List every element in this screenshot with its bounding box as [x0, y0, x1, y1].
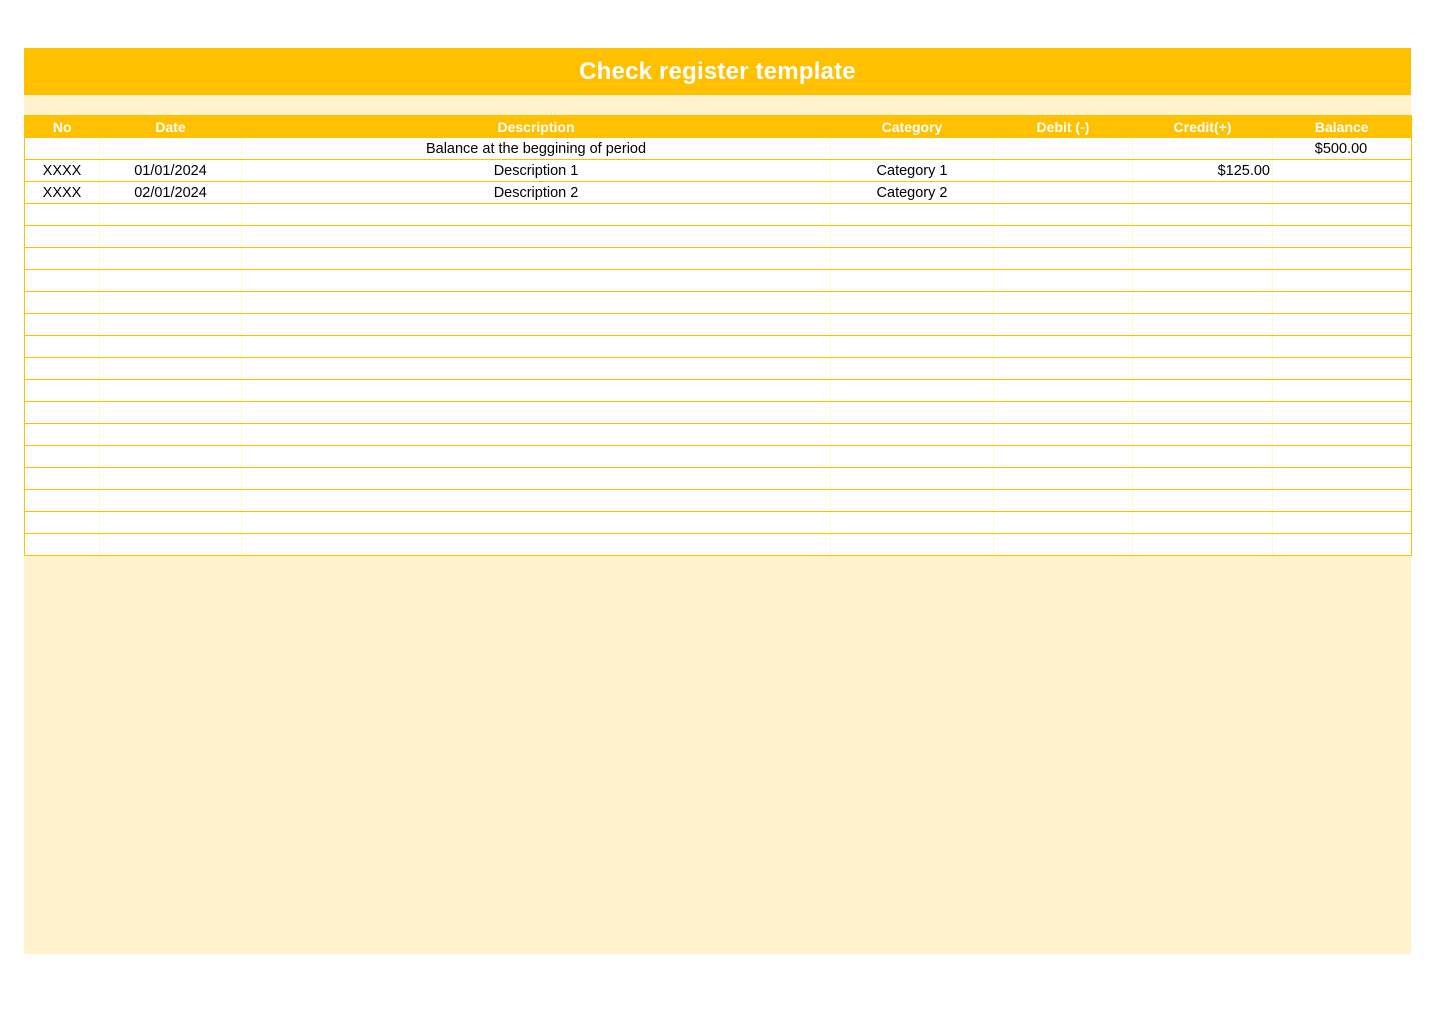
cell-no[interactable]: [25, 380, 100, 402]
cell-description[interactable]: Balance at the beggining of period: [242, 138, 831, 160]
check-register-table: [24, 115, 1412, 556]
cell-no[interactable]: [25, 446, 100, 468]
table-row: [25, 402, 1412, 424]
cell-no[interactable]: [25, 402, 100, 424]
cell-no[interactable]: [25, 358, 100, 380]
table-row: [25, 336, 1412, 358]
cell-balance[interactable]: [1273, 270, 1412, 292]
header-row: [25, 116, 1412, 139]
page-title: Check register template: [579, 57, 856, 85]
cell-credit[interactable]: [1133, 534, 1273, 556]
cell-no[interactable]: [25, 270, 100, 292]
cell-balance[interactable]: [1273, 314, 1412, 336]
cell-balance[interactable]: [1273, 402, 1412, 424]
column-header-credit: Credit(+): [1133, 116, 1273, 139]
cell-balance[interactable]: [1273, 160, 1412, 182]
cell-description[interactable]: [242, 512, 831, 534]
table-row: [25, 204, 1412, 226]
table-row: [25, 446, 1412, 468]
cell-description[interactable]: Description 1: [242, 160, 831, 182]
cell-credit[interactable]: [1133, 336, 1273, 358]
table-row: [25, 182, 1412, 204]
cell-category[interactable]: [831, 292, 994, 314]
cell-no[interactable]: XXXX: [25, 182, 100, 204]
table-row: [25, 380, 1412, 402]
table-row: [25, 226, 1412, 248]
cell-debit[interactable]: [994, 204, 1133, 226]
cell-description[interactable]: [242, 358, 831, 380]
cell-credit[interactable]: [1133, 226, 1273, 248]
cell-balance[interactable]: [1273, 182, 1412, 204]
cell-no[interactable]: XXXX: [25, 160, 100, 182]
cell-description[interactable]: [242, 424, 831, 446]
cell-date[interactable]: 02/01/2024: [100, 182, 242, 204]
cell-credit[interactable]: $125.00: [1133, 160, 1273, 182]
cell-date[interactable]: [100, 468, 242, 490]
cell-date[interactable]: [100, 138, 242, 160]
cell-balance[interactable]: [1273, 226, 1412, 248]
cell-description[interactable]: [242, 468, 831, 490]
cell-debit[interactable]: [994, 160, 1133, 182]
cell-date[interactable]: [100, 248, 242, 270]
cell-no[interactable]: [25, 512, 100, 534]
cell-debit[interactable]: [994, 512, 1133, 534]
cell-date[interactable]: [100, 490, 242, 512]
cell-credit[interactable]: [1133, 490, 1273, 512]
cell-category[interactable]: [831, 336, 994, 358]
cell-date[interactable]: 01/01/2024: [100, 160, 242, 182]
cell-debit[interactable]: [994, 270, 1133, 292]
cell-balance[interactable]: [1273, 468, 1412, 490]
cell-credit[interactable]: [1133, 248, 1273, 270]
table-row: [25, 160, 1412, 182]
cell-date[interactable]: [100, 358, 242, 380]
cell-balance[interactable]: [1273, 512, 1412, 534]
cell-no[interactable]: [25, 336, 100, 358]
table-row: [25, 512, 1412, 534]
table-row: [25, 314, 1412, 336]
cell-category[interactable]: [831, 446, 994, 468]
cell-date[interactable]: [100, 270, 242, 292]
cell-category[interactable]: [831, 270, 994, 292]
table-row: [25, 490, 1412, 512]
cell-date[interactable]: [100, 424, 242, 446]
column-header-category: Category: [831, 116, 994, 139]
cell-debit[interactable]: [994, 358, 1133, 380]
cell-date[interactable]: [100, 336, 242, 358]
cell-balance[interactable]: [1273, 446, 1412, 468]
cell-balance[interactable]: $500.00: [1273, 138, 1412, 160]
cell-description[interactable]: [242, 490, 831, 512]
cell-credit[interactable]: [1133, 402, 1273, 424]
cell-debit[interactable]: [994, 248, 1133, 270]
column-header-balance: Balance: [1273, 116, 1412, 139]
cell-no[interactable]: [25, 534, 100, 556]
cell-date[interactable]: [100, 314, 242, 336]
cell-no[interactable]: [25, 314, 100, 336]
cell-description[interactable]: [242, 226, 831, 248]
cell-debit[interactable]: [994, 314, 1133, 336]
cell-category[interactable]: [831, 490, 994, 512]
cell-credit[interactable]: [1133, 204, 1273, 226]
table-row: [25, 534, 1412, 556]
cell-description[interactable]: [242, 248, 831, 270]
cell-description[interactable]: [242, 402, 831, 424]
table-row: [25, 270, 1412, 292]
cell-balance[interactable]: [1273, 336, 1412, 358]
cell-no[interactable]: [25, 138, 100, 160]
cell-debit[interactable]: [994, 380, 1133, 402]
cell-category[interactable]: [831, 534, 994, 556]
cell-category[interactable]: [831, 358, 994, 380]
cell-credit[interactable]: [1133, 380, 1273, 402]
cell-debit[interactable]: [994, 226, 1133, 248]
cell-category[interactable]: [831, 204, 994, 226]
cell-category[interactable]: Category 1: [831, 160, 994, 182]
cell-description[interactable]: [242, 446, 831, 468]
cell-debit[interactable]: [994, 182, 1133, 204]
table-row: [25, 424, 1412, 446]
opening-balance-row: [25, 138, 1412, 160]
cell-credit[interactable]: [1133, 358, 1273, 380]
cell-date[interactable]: [100, 446, 242, 468]
column-header-description: Description: [242, 116, 831, 139]
title-bar: [24, 48, 1411, 95]
cell-date[interactable]: [100, 534, 242, 556]
cell-credit[interactable]: [1133, 446, 1273, 468]
register-sheet: [24, 48, 1411, 954]
cell-category[interactable]: [831, 248, 994, 270]
column-header-date: Date: [100, 116, 242, 139]
cell-no[interactable]: [25, 226, 100, 248]
cell-debit[interactable]: [994, 446, 1133, 468]
cell-category[interactable]: [831, 314, 994, 336]
cell-no[interactable]: [25, 248, 100, 270]
cell-debit[interactable]: [994, 534, 1133, 556]
cell-balance[interactable]: [1273, 358, 1412, 380]
cell-date[interactable]: [100, 402, 242, 424]
cell-category[interactable]: [831, 512, 994, 534]
cell-credit[interactable]: [1133, 424, 1273, 446]
cell-no[interactable]: [25, 468, 100, 490]
cell-date[interactable]: [100, 204, 242, 226]
cell-description[interactable]: Description 2: [242, 182, 831, 204]
cell-category[interactable]: [831, 402, 994, 424]
cell-date[interactable]: [100, 380, 242, 402]
cell-no[interactable]: [25, 204, 100, 226]
cell-date[interactable]: [100, 226, 242, 248]
cell-debit[interactable]: [994, 490, 1133, 512]
cell-balance[interactable]: [1273, 292, 1412, 314]
table-row: [25, 292, 1412, 314]
cell-balance[interactable]: [1273, 248, 1412, 270]
cell-no[interactable]: [25, 490, 100, 512]
cell-debit[interactable]: [994, 292, 1133, 314]
cell-credit[interactable]: [1133, 314, 1273, 336]
cell-description[interactable]: [242, 314, 831, 336]
table-row: [25, 248, 1412, 270]
cell-category[interactable]: [831, 380, 994, 402]
cell-balance[interactable]: [1273, 380, 1412, 402]
cell-debit[interactable]: [994, 468, 1133, 490]
cell-balance[interactable]: [1273, 424, 1412, 446]
cell-balance[interactable]: [1273, 534, 1412, 556]
cell-category[interactable]: Category 2: [831, 182, 994, 204]
cell-description[interactable]: [242, 380, 831, 402]
column-header-no: No: [25, 116, 100, 139]
cell-description[interactable]: [242, 270, 831, 292]
cell-description[interactable]: [242, 534, 831, 556]
cell-credit[interactable]: [1133, 270, 1273, 292]
table-row: [25, 358, 1412, 380]
cell-category[interactable]: [831, 226, 994, 248]
cell-credit[interactable]: [1133, 468, 1273, 490]
cell-balance[interactable]: [1273, 204, 1412, 226]
cell-credit[interactable]: [1133, 182, 1273, 204]
cell-credit[interactable]: [1133, 138, 1273, 160]
cell-no[interactable]: [25, 292, 100, 314]
cell-description[interactable]: [242, 292, 831, 314]
cell-debit[interactable]: [994, 424, 1133, 446]
cell-description[interactable]: [242, 336, 831, 358]
cell-category[interactable]: [831, 424, 994, 446]
cell-debit[interactable]: [994, 138, 1133, 160]
cell-debit[interactable]: [994, 402, 1133, 424]
cell-date[interactable]: [100, 512, 242, 534]
cell-date[interactable]: [100, 292, 242, 314]
cell-credit[interactable]: [1133, 512, 1273, 534]
cell-category[interactable]: [831, 138, 994, 160]
cell-balance[interactable]: [1273, 490, 1412, 512]
cell-no[interactable]: [25, 424, 100, 446]
cell-description[interactable]: [242, 204, 831, 226]
column-header-debit: Debit (-): [994, 116, 1133, 139]
cell-category[interactable]: [831, 468, 994, 490]
cell-debit[interactable]: [994, 336, 1133, 358]
cell-credit[interactable]: [1133, 292, 1273, 314]
table-row: [25, 468, 1412, 490]
